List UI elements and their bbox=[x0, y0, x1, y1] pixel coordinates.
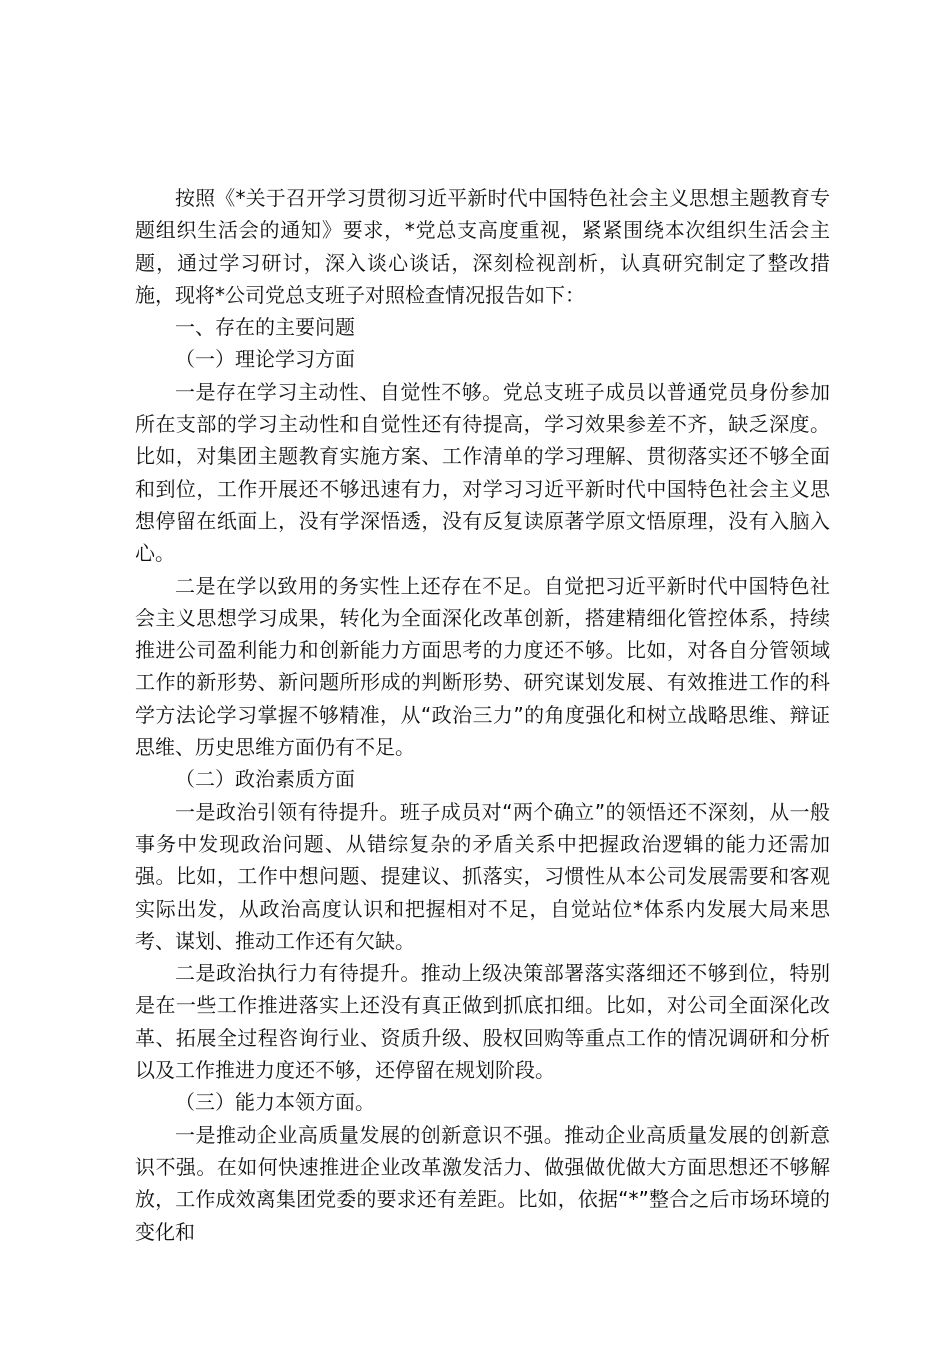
intro-paragraph: 按照《*关于召开学习贯彻习近平新时代中国特色社会主义思想主题教育专题组织生活会的通知》要求，*党总支高度重视，紧紧围绕本次组织生活会主题，通过学习研讨，深入谈心谈话，深刻检视剖析，认真研究制定了整改措施，现将*公司党总支班子对照检查情况报告如下： bbox=[135, 186, 830, 307]
section-heading-problems: 一、存在的主要问题 bbox=[175, 315, 355, 340]
paragraph-politics-1: 一是政治引领有待提升。班子成员对“两个确立”的领悟还不深刻，从一般事务中发现政治问题、从错综复杂的矛盾关系中把握政治逻辑的能力还需加强。比如，工作中想问题、提建议、抓落实，习惯性从本公司发展需要和客观实际出发，从政治高度认识和把握相对不足，自觉站位*体系内发展大局来思考、谋划、推动工作还有欠缺。 bbox=[135, 799, 830, 953]
subsection-heading-politics: （二）政治素质方面 bbox=[175, 767, 355, 792]
paragraph-theory-2: 二是在学以致用的务实性上还存在不足。自觉把习近平新时代中国特色社会主义思想学习成果，转化为全面深化改革创新，搭建精细化管控体系，持续推进公司盈利能力和创新能力方面思考的力度还不够。比如，对各自分管领域工作的新形势、新问题所形成的判断形势、研究谋划发展、有效推进工作的科学方法论学习掌握不够精准，从“政治三力”的角度强化和树立战略思维、辩证思维、历史思维方面仍有不足。 bbox=[135, 573, 830, 760]
subsection-heading-theory: （一）理论学习方面 bbox=[175, 347, 355, 372]
document-body bbox=[135, 182, 830, 1248]
paragraph-theory-1: 一是存在学习主动性、自觉性不够。党总支班子成员以普通党员身份参加所在支部的学习主动性和自觉性还有待提高，学习效果参差不齐，缺乏深度。比如，对集团主题教育实施方案、工作清单的学习理解、贯彻落实还不够全面和到位，工作开展还不够迅速有力，对学习习近平新时代中国特色社会主义思想停留在纸面上，没有学深悟透，没有反复读原著学原文悟原理，没有入脑入心。 bbox=[135, 379, 830, 566]
paragraph-politics-2: 二是政治执行力有待提升。推动上级决策部署落实落细还不够到位，特别是在一些工作推进落实上还没有真正做到抓底扣细。比如，对公司全面深化改革、拓展全过程咨询行业、资质升级、股权回购等重点工作的情况调研和分析以及工作推进力度还不够，还停留在规划阶段。 bbox=[135, 961, 830, 1083]
paragraph-ability-1: 一是推动企业高质量发展的创新意识不强。推动企业高质量发展的创新意识不强。在如何快速推进企业改革激发活力、做强做优做大方面思想还不够解放，工作成效离集团党委的要求还有差距。比如，依据“*”整合之后市场环境的变化和 bbox=[135, 1122, 830, 1244]
subsection-heading-ability: （三）能力本领方面。 bbox=[175, 1090, 375, 1115]
